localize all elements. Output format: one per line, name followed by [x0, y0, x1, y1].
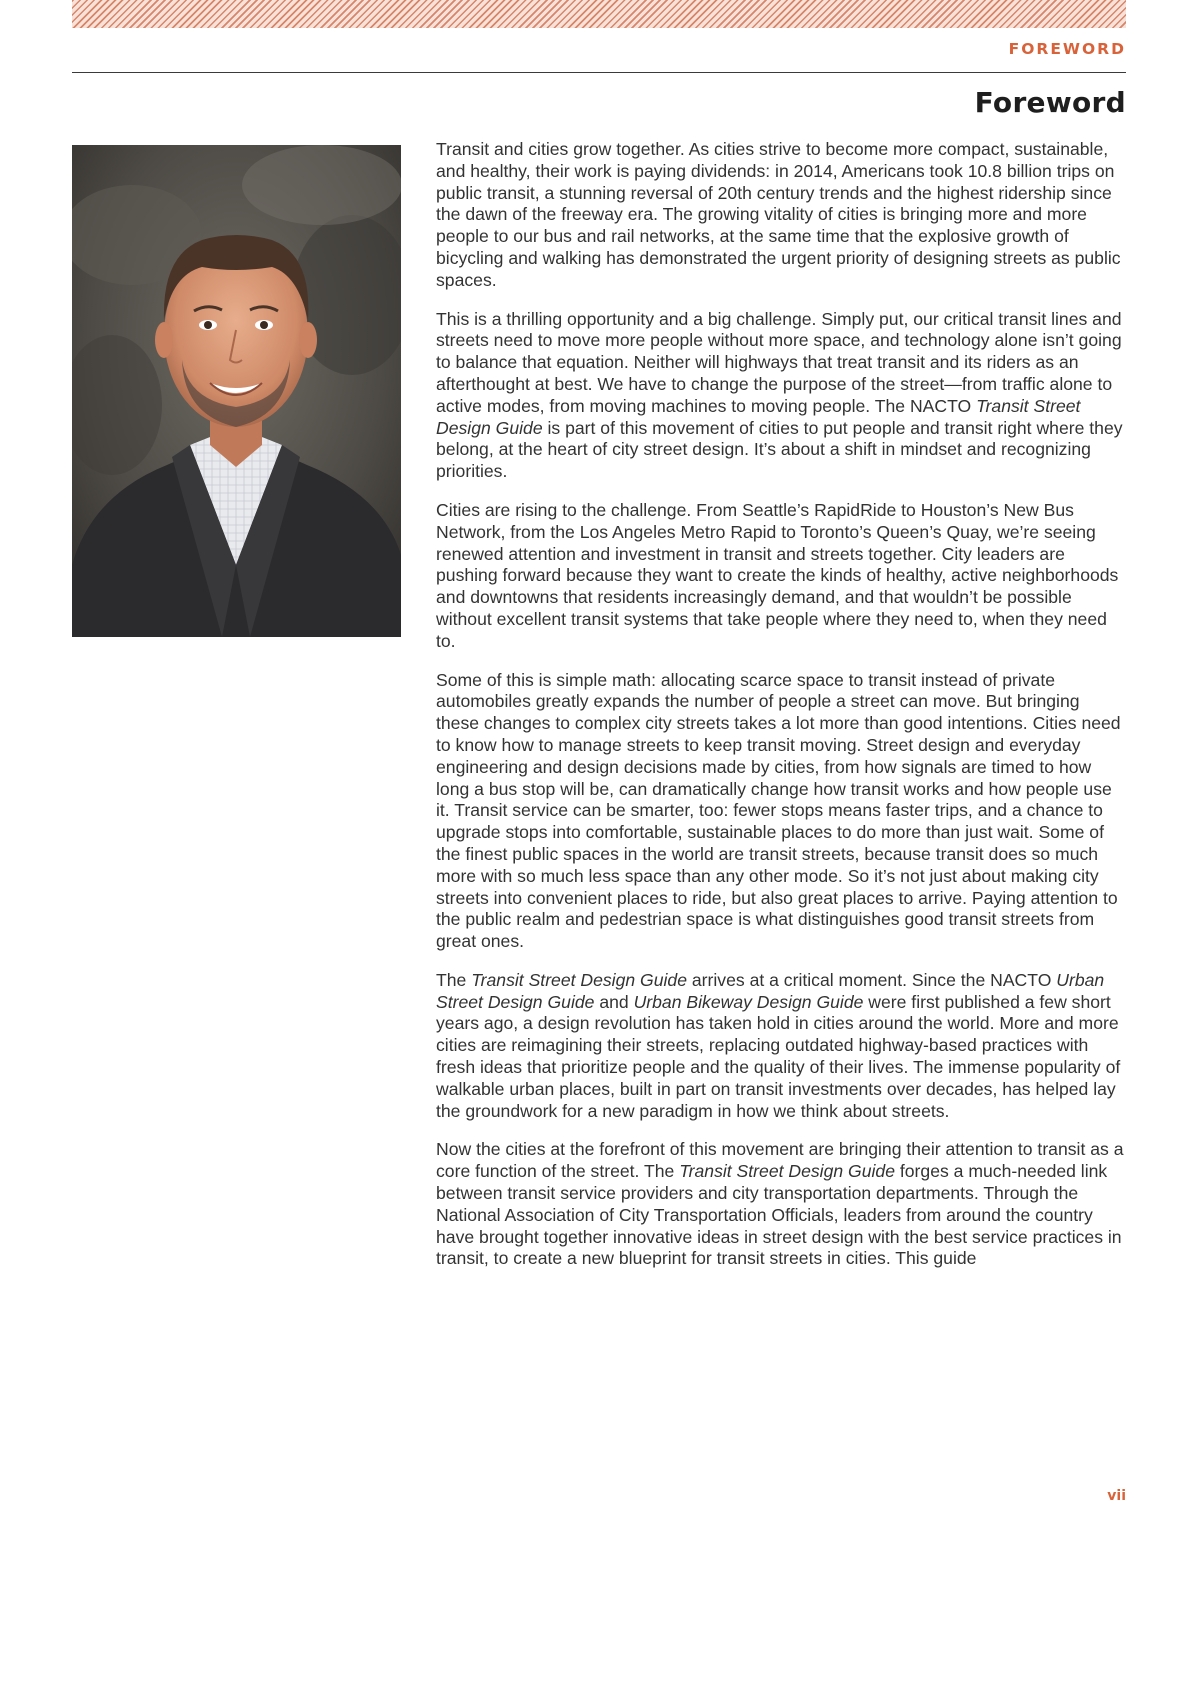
- paragraph-6: Now the cities at the forefront of this movement are bringing their attention to transit as a core function of the street. The Transit Street Design Guide forges a much-needed link between transit service providers and city transportation departments. Through the National Association of City Transportation Officials, leaders from around the country have brought together innovative ideas in street design with the best service practices in transit, to create a new blueprint for transit streets in cities. This guide: [436, 1139, 1124, 1269]
- header-rule: [72, 72, 1126, 73]
- guide-title-italic: Urban Street Design Guide: [436, 969, 1105, 1012]
- foreword-body: [436, 139, 1126, 1287]
- paragraph-2: This is a thrilling opportunity and a big challenge. Simply put, our critical transit lines and streets need to move more people without more space, and technology alone isn’t going to balance that equation. Neither will highways that treat transit and its riders as an afterthought at best. We have to change the purpose of the street—from traffic alone to active modes, from moving machines to moving people. The NACTO Transit Street Design Guide is part of this movement of cities to put people and transit right where they belong, at the heart of city street design. It’s about a shift in mindset and recognizing priorities.: [436, 308, 1123, 482]
- page-title: Foreword: [974, 86, 1126, 119]
- guide-title-italic: Transit Street Design Guide: [436, 395, 1081, 438]
- paragraph-1: Transit and cities grow together. As cities strive to become more compact, sustainable, and healthy, their work is paying dividends: in 2014, Americans took 10.8 billion trips on public transit, a stunning reversal of 20th century trends and the highest ridership since the dawn of the freeway era. The growing vitality of cities is bringing more and more people to our bus and rail networks, at the same time that the explosive growth of bicycling and walking has demonstrated the urgent priority of designing streets as public spaces.: [436, 139, 1121, 290]
- page-number: vii: [1107, 1488, 1126, 1504]
- guide-title-italic: Urban Bikeway Design Guide: [633, 991, 864, 1012]
- section-label: FOREWORD: [1008, 40, 1126, 58]
- paragraph-3: Cities are rising to the challenge. From Seattle’s RapidRide to Houston’s New Bus Network, from the Los Angeles Metro Rapid to Toronto’s Queen’s Quay, we’re seeing renewed attention and investment in transit and streets together. City leaders are pushing forward because they want to create the kinds of healthy, active neighborhoods and downtowns that residents increasingly demand, and that wouldn’t be possible without excellent transit systems that take people where they need to, when they need to.: [436, 499, 1119, 651]
- paragraph-4: Some of this is simple math: allocating scarce space to transit instead of private automobiles greatly expands the number of people a street can move. But bringing these changes to complex city streets takes a lot more than good intentions. Cities need to know how to manage streets to keep transit moving. Street design and everyday engineering and design decisions made by cities, from how signals are timed to how long a bus stop will be, can dramatically change how transit works and how people use it. Transit service can be smarter, too: fewer stops means faster trips, and a chance to upgrade stops into comfortable, sustainable places to do more than just wait. Some of the finest public spaces in the world are transit streets, because transit does so much more with so much less space than any other mode. So it’s not just about making city streets into convenient places to ride, but also great places to arrive. Paying attention to the public realm and pedestrian space is what distinguishes good transit streets from great ones.: [436, 669, 1121, 952]
- paragraph-5: The Transit Street Design Guide arrives at a critical moment. Since the NACTO Urban Street Design Guide and Urban Bikeway Design Guide were first published a few short years ago, a design revolution has taken hold in cities around the world. More and more cities are reimagining their streets, replacing outdated highway-based practices with fresh ideas that prioritize people and the quality of their lives. The immense popularity of walkable urban places, built in part on transit investments over decades, has helped lay the groundwork for a new paradigm in how we think about streets.: [436, 969, 1121, 1121]
- portrait-photo: [72, 145, 401, 637]
- header-hatch-band: [72, 0, 1126, 28]
- guide-title-italic: Transit Street Design Guide: [471, 969, 687, 990]
- guide-title-italic: Transit Street Design Guide: [679, 1161, 895, 1182]
